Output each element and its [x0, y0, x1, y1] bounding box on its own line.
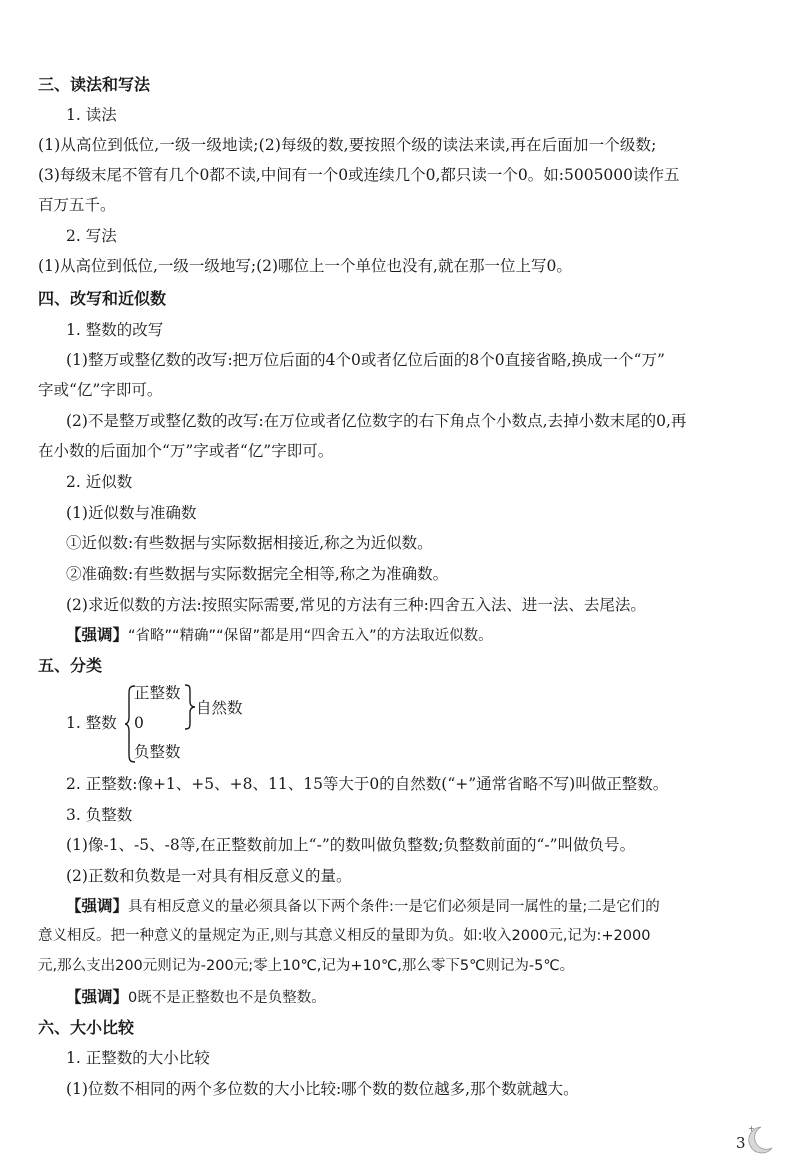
paragraph-line: (2)不是整万或整亿数的改写:在万位或者亿位数字的右下角点个小数点,去掉小数末尾的0,再	[66, 412, 687, 430]
emphasis-note	[66, 987, 326, 1008]
section-title: 五、分类	[38, 656, 103, 675]
emphasis-note	[66, 625, 493, 646]
emphasis-text: 具有相反意义的量必须具备以下两个条件:一是它们必须是同一属性的量;二是它们的	[128, 899, 660, 915]
paragraph-line: (1)位数不相同的两个多位数的大小比较:哪个数的数位越多,那个数就越大。	[66, 1080, 579, 1098]
paragraph-line: 在小数的后面加个“万”字或者“亿”字即可。	[38, 442, 334, 460]
subsection-title: 2. 近似数	[66, 473, 133, 491]
subsection-title: 2. 写法	[66, 227, 117, 245]
right-brace-icon	[184, 684, 196, 730]
zero-label: 0	[134, 714, 144, 732]
paragraph-line: (3)每级末尾不管有几个0都不读,中间有一个0或连续几个0,都只读一个0。如:5005000读作五	[38, 166, 680, 184]
paragraph-line: 字或“亿”字即可。	[38, 381, 163, 399]
emphasis-label: 【强调】	[66, 626, 129, 644]
paragraph-line: (2)正数和负数是一对具有相反意义的量。	[66, 867, 352, 885]
emphasis-note	[66, 896, 660, 917]
emphasis-text: 元,那么支出200元则记为-200元;零上10℃,记为+10℃,那么零下5℃则记为-5℃。	[38, 958, 575, 974]
integer-label: 1. 整数	[66, 714, 117, 732]
emphasis-text: 意义相反。把一种意义的量规定为正,则与其意义相反的量即为负。如:收入2000元,记为:+2000	[38, 928, 651, 944]
section-title: 三、读法和写法	[38, 75, 151, 94]
page-number: 3	[736, 1134, 746, 1152]
positive-integer-label: 正整数	[134, 684, 181, 702]
subsection-title: 1. 整数的改写	[66, 321, 164, 339]
paragraph-line: (1)近似数与准确数	[66, 504, 197, 522]
paragraph-line: 百万五千。	[38, 196, 116, 214]
paragraph-line: (2)求近似数的方法:按照实际需要,常见的方法有三种:四舍五入法、进一法、去尾法。	[66, 596, 646, 614]
paragraph-line: (1)从高位到低位,一级一级地读;(2)每级的数,要按照个级的读法来读,再在后面加一个级数;	[38, 136, 657, 154]
emphasis-text: “省略”“精确”“保留”都是用“四舍五入”的方法取近似数。	[128, 628, 493, 644]
paragraph-line: 2. 正整数:像+1、+5、+8、11、15等大于0的自然数(“+”通常省略不写)叫做正整数。	[66, 775, 669, 793]
paragraph-line: (1)像-1、-5、-8等,在正整数前加上“-”的数叫做负整数;负整数前面的“-”叫做负号。	[66, 836, 636, 854]
emphasis-text: 0既不是正整数也不是负整数。	[128, 990, 326, 1006]
section-title: 六、大小比较	[38, 1018, 135, 1037]
subsection-title: 1. 正整数的大小比较	[66, 1049, 210, 1067]
subsection-title: 1. 读法	[66, 106, 117, 124]
section-title: 四、改写和近似数	[38, 289, 167, 308]
negative-integer-label: 负整数	[134, 743, 181, 761]
paragraph-line: ①近似数:有些数据与实际数据相接近,称之为近似数。	[66, 534, 433, 552]
natural-number-label: 自然数	[196, 699, 243, 717]
subsection-title: 3. 负整数	[66, 806, 133, 824]
paragraph-line: ②准确数:有些数据与实际数据完全相等,称之为准确数。	[66, 565, 449, 583]
paragraph-line: (1)从高位到低位,一级一级地写;(2)哪位上一个单位也没有,就在那一位上写0。	[38, 257, 572, 275]
paragraph-line: (1)整万或整亿数的改写:把万位后面的4个0或者亿位后面的8个0直接省略,换成一个“万”	[66, 351, 665, 369]
svg-text:+: +	[748, 1124, 755, 1133]
emphasis-label: 【强调】	[66, 897, 129, 915]
moon-star-icon	[744, 1124, 774, 1156]
emphasis-label: 【强调】	[66, 988, 129, 1006]
